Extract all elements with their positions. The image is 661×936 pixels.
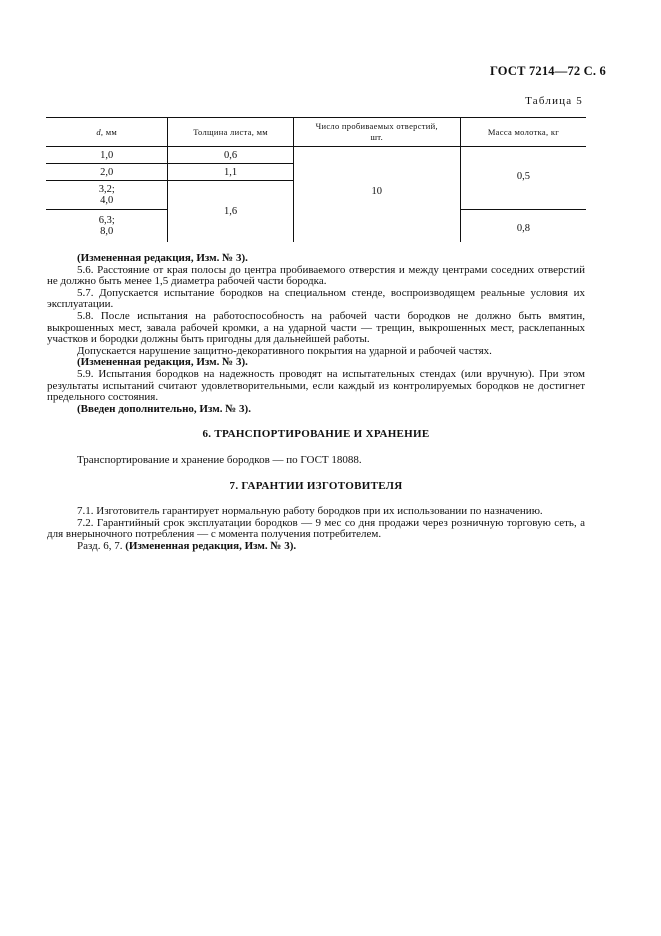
header-d bbox=[46, 118, 168, 147]
cell-d-row1: 1,0 bbox=[46, 147, 168, 164]
amendment-note-2: (Измененная редакция, Изм. № 3). bbox=[77, 356, 248, 369]
text-block bbox=[47, 253, 585, 552]
paragraph-allow: Допускается нарушение защитно-декоративного покрытия на ударной и рабочей частях. bbox=[77, 344, 492, 357]
cell-thickness-row3: 1,6 bbox=[168, 181, 293, 243]
paragraph-6: Транспортирование и хранение бородков — по ГОСТ 18088. bbox=[77, 453, 362, 466]
paragraph-5-6: 5.6. Расстояние от края полосы до центра пробиваемого отверстия и между центрами соседних отверстий не должно быть менее 1,5 диаметра рабочей части бородка. bbox=[47, 263, 585, 288]
sections-note-amendment: (Измененная редакция, Изм. № 3). bbox=[125, 539, 297, 552]
cell-thickness-row1: 0,6 bbox=[168, 147, 293, 164]
section-7-heading: 7. ГАРАНТИИ ИЗГОТОВИТЕЛЯ bbox=[229, 479, 403, 492]
cell-d-row4: 6,3; 8,0 bbox=[98, 215, 115, 237]
amendment-note-1: (Измененная редакция, Изм. № 3). bbox=[77, 252, 248, 264]
header-d-unit: , мм bbox=[100, 126, 118, 137]
section-6-heading: 6. ТРАНСПОРТИРОВАНИЕ И ХРАНЕНИЕ bbox=[202, 428, 430, 441]
paragraph-7-1: 7.1. Изготовитель гарантирует нормальную работу бородков при их использовании по назначению. bbox=[77, 505, 543, 518]
header-mass: Масса молотка, кг bbox=[460, 118, 586, 147]
cell-thickness-row2: 1,1 bbox=[168, 164, 293, 181]
header-holes: Число пробиваемых отверстий, шт. bbox=[293, 118, 460, 147]
data-table bbox=[46, 117, 586, 242]
sections-note-prefix: Разд. 6, 7. bbox=[77, 539, 123, 552]
cell-d-row3: 3,2; 4,0 bbox=[46, 181, 168, 210]
paragraph-5-8: 5.8. После испытания на работоспособность на рабочей части бородков не должно быть вмятин, выкрошенных мест, завала рабочей кромки, а на ударной части — трещин, выкрошенных мест, расклепанных участков и бородки должны быть пригодны для дальнейшей работы. bbox=[47, 309, 585, 346]
header-d-symbol: d bbox=[96, 126, 101, 137]
cell-d-row2: 2,0 bbox=[46, 164, 168, 181]
paragraph-7-2: 7.2. Гарантийный срок эксплуатации бородков — 9 мес со дня продажи через розничную торговую сеть, а для внерыночного потребления — с момента получения потребителем. bbox=[47, 516, 585, 541]
cell-mass-2: 0,8 bbox=[460, 210, 586, 243]
page-header: ГОСТ 7214—72 С. 6 bbox=[489, 64, 606, 78]
cell-mass-1: 0,5 bbox=[460, 147, 586, 210]
header-thickness: Толщина листа, мм bbox=[168, 118, 293, 147]
cell-holes: 10 bbox=[293, 147, 460, 243]
table-label: Таблица 5 bbox=[525, 95, 583, 107]
addition-note: (Введен дополнительно, Изм. № 3). bbox=[77, 402, 251, 415]
paragraph-sections-note bbox=[47, 541, 585, 553]
paragraph-5-9: 5.9. Испытания бородков на надежность проводят на испытательных стендах (или вручную). При этом результаты испытаний считают удовлетворительными, если каждый из контролируемых бородков не достигнет предельного состояния. bbox=[47, 367, 585, 404]
paragraph-5-7: 5.7. Допускается испытание бородков на специальном стенде, воспроизводящем реальные условия их эксплуатации. bbox=[47, 286, 585, 311]
